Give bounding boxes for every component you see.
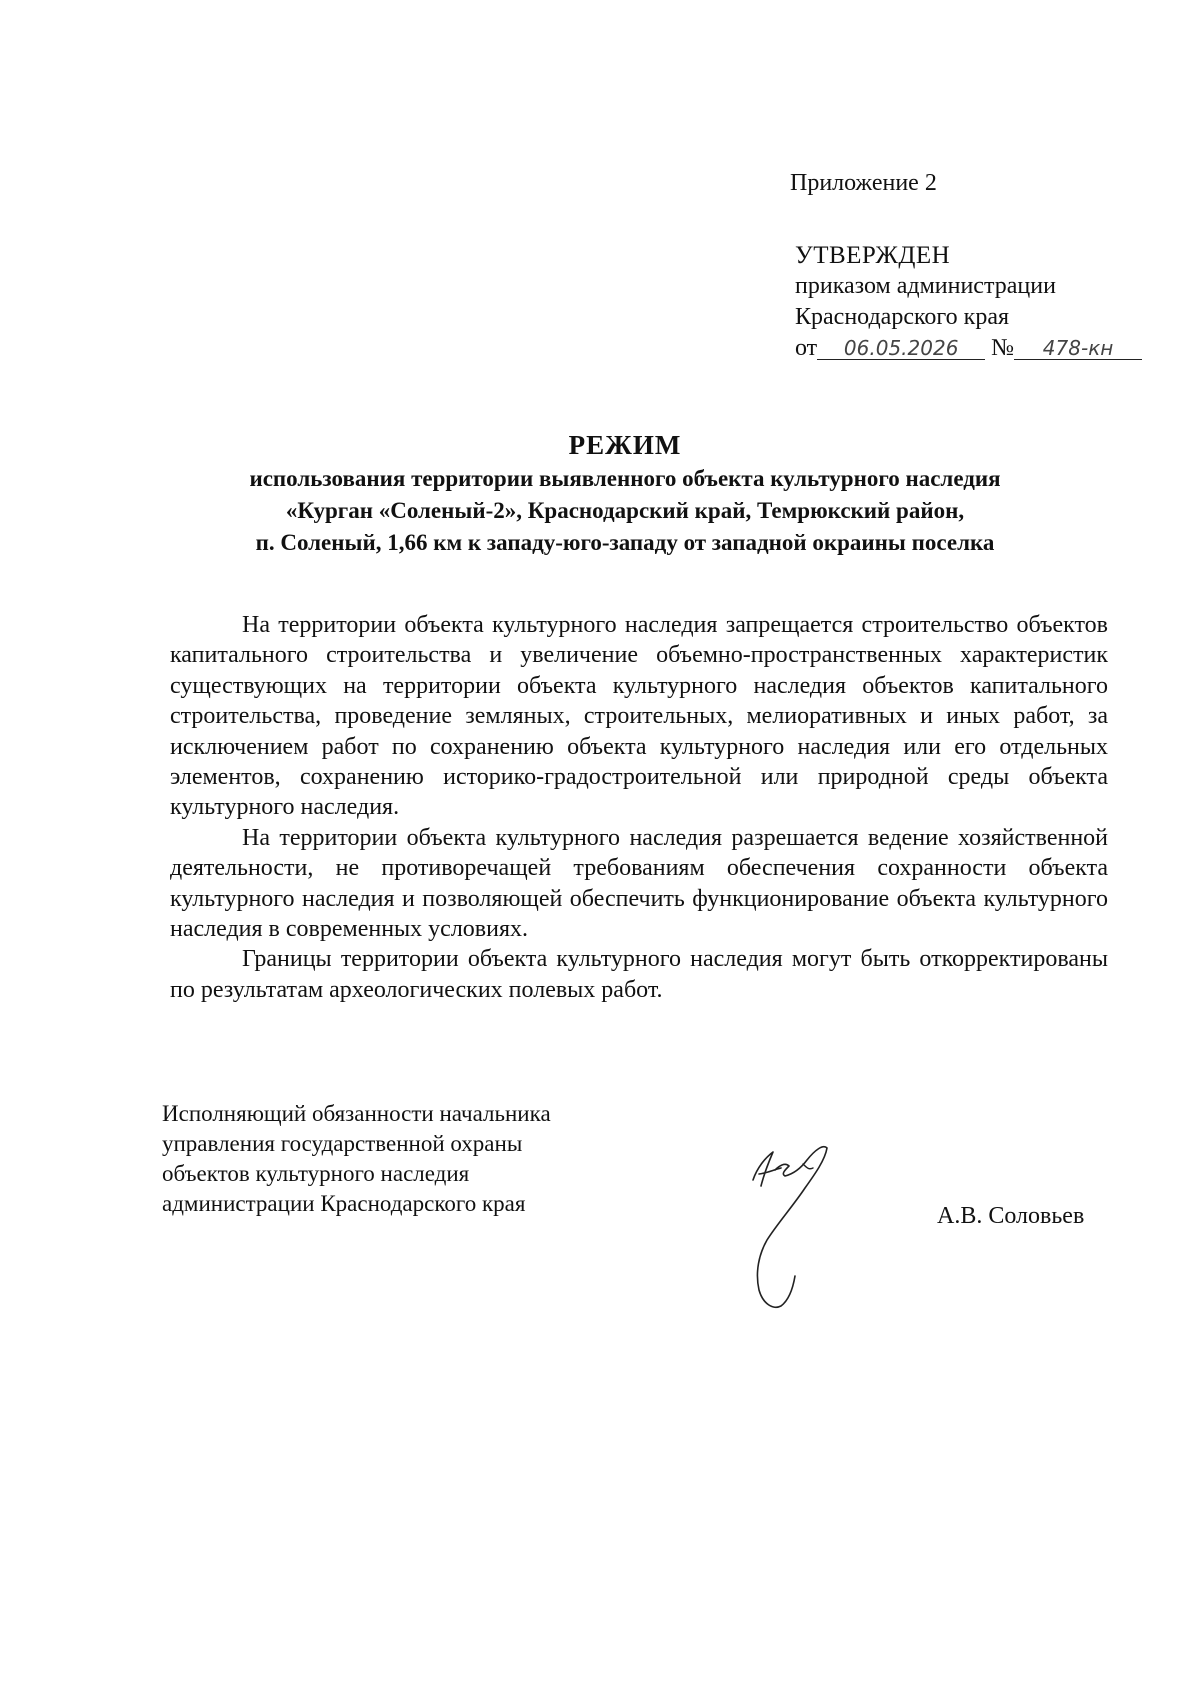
order-number-handwritten: 478-кн: [1014, 337, 1142, 360]
title-line-1: использования территории выявленного объекта культурного наследия: [249, 466, 1001, 491]
regulation-body: [170, 610, 1108, 1005]
title-line-2: «Курган «Соленый-2», Краснодарский край, Темрюкский район,: [285, 498, 965, 523]
signatory-position: [162, 1099, 551, 1219]
order-number-prefix: №: [991, 335, 1015, 361]
approval-line-2: Краснодарского края: [795, 304, 1010, 330]
paragraph-boundaries: Границы территории объекта культурного наследия могут быть откорректированы по результатам археологических полевых работ.: [170, 946, 1108, 1003]
approval-stamp: [795, 240, 1142, 364]
document-title: [150, 427, 1100, 559]
order-date-handwritten: 06.05.2026: [817, 337, 985, 360]
position-line-3: объектов культурного наследия: [162, 1161, 470, 1186]
appendix-label: Приложение 2: [790, 170, 937, 196]
approved-heading: УТВЕРЖДЕН: [795, 242, 951, 269]
paragraph-prohibitions: На территории объекта культурного наследия запрещается строительство объектов капитального строительства и увеличение объемно-пространственных характеристик существующих на территории объекта культурного наследия объектов капитального строительства, проведение земляных, строительных, мелиоративных и иных работ, за исключением работ по сохранению объекта культурного наследия или его отдельных элементов, сохранению историко-градостроительной или природной среды объекта культурного наследия.: [170, 612, 1108, 821]
handwritten-signature-icon: [745, 1140, 865, 1315]
signer-name: А.В. Соловьев: [937, 1203, 1085, 1229]
position-line-4: администрации Краснодарского края: [162, 1191, 526, 1216]
title-line-3: п. Соленый, 1,66 км к западу-юго-западу от западной окраины поселка: [255, 530, 995, 555]
paragraph-permissions: На территории объекта культурного наследия разрешается ведение хозяйственной деятельности, не противоречащей требованиям обеспечения сохранности объекта культурного наследия и позволяющей обеспечить функционирование объекта культурного наследия в современных условиях.: [170, 824, 1108, 943]
title-main: РЕЖИМ: [568, 430, 682, 460]
order-from-prefix: от: [795, 335, 818, 361]
position-line-1: Исполняющий обязанности начальника: [162, 1101, 551, 1126]
approval-order-line: [795, 333, 1142, 364]
approval-line-1: приказом администрации: [795, 273, 1056, 299]
position-line-2: управления государственной охраны: [162, 1131, 523, 1156]
